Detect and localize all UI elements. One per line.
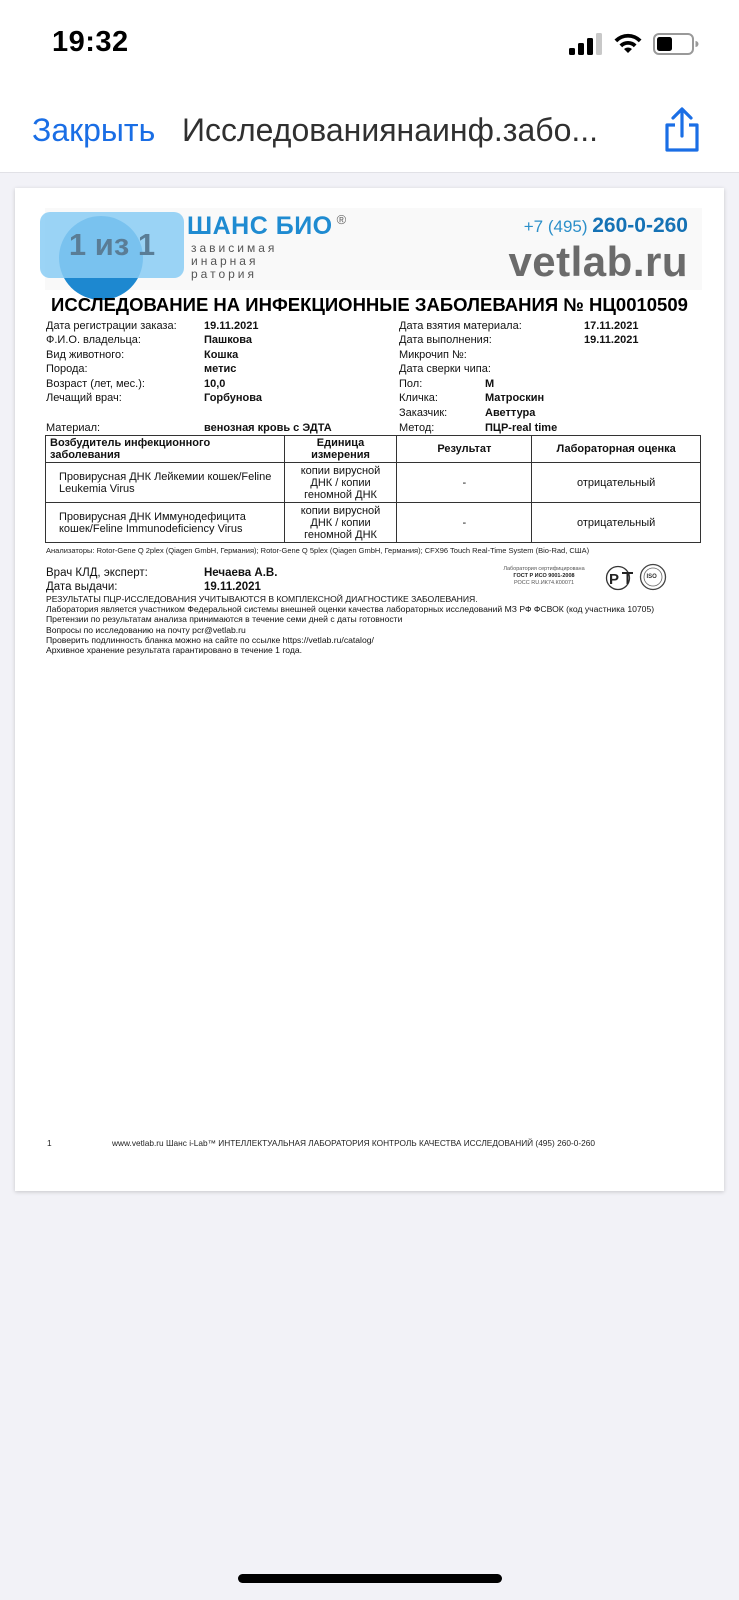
- field-value: 17.11.2021: [584, 320, 639, 332]
- field-label: Ф.И.О. владельца:: [46, 334, 141, 346]
- share-icon[interactable]: [662, 106, 702, 154]
- pathogen-cell: Провирусная ДНК Иммунодефицита кошек/Feline Immunodeficiency Virus: [46, 503, 285, 543]
- field-label: Заказчик:: [399, 407, 448, 419]
- result-cell: -: [397, 503, 532, 543]
- table-header-row: [46, 436, 701, 463]
- document-title: Исследованиянаинф.забо...: [182, 112, 599, 148]
- field-value: 19.11.2021: [204, 320, 259, 332]
- field-label: Вид животного:: [46, 349, 125, 361]
- column-header: Единица измерения: [284, 436, 397, 463]
- field-value: 19.11.2021: [584, 334, 639, 346]
- certification-note: Лаборатория сертифицирована ГОСТ Р ИСО 9001-2008 РОСС RU.ИК74.К00071: [503, 566, 585, 586]
- unit-cell: копии вирусной ДНК / копии геномной ДНК: [284, 503, 397, 543]
- field-label: Микрочип №:: [399, 349, 467, 361]
- field-label: Лечащий врач:: [46, 392, 122, 404]
- status-icons: [569, 33, 699, 55]
- status-time: 19:32: [52, 26, 129, 58]
- status-bar: [0, 0, 739, 90]
- note-line: Архивное хранение результата гарантировано в течение 1 года.: [46, 645, 303, 656]
- svg-text:P: P: [609, 571, 620, 588]
- note-line: Претензии по результатам анализа принимаются в течение семи дней с даты готовности: [46, 614, 403, 625]
- unit-cell: копии вирусной ДНК / копии геномной ДНК: [284, 463, 397, 503]
- field-value: ПЦР-real time: [485, 422, 558, 434]
- rostest-mark-icon: [605, 565, 637, 591]
- pdf-page[interactable]: [15, 188, 724, 1191]
- field-label: Порода:: [46, 363, 88, 375]
- svg-text:ISO: ISO: [646, 574, 657, 580]
- note-line: Вопросы по исследованию на почту pcr@vetlab.ru: [46, 624, 246, 635]
- field-label: Дата регистрации заказа:: [46, 320, 177, 332]
- close-button[interactable]: Закрыть: [32, 112, 156, 148]
- lab-site-logo: vetlab.ru: [508, 238, 688, 285]
- iso-seal-icon: [639, 563, 667, 591]
- brand-subtitle: зависимая инарная ратория: [191, 241, 278, 281]
- field-value: Матроскин: [485, 392, 545, 404]
- field-value: венозная кровь с ЭДТА: [204, 422, 332, 434]
- table-row: [46, 463, 701, 503]
- field-label: Метод:: [399, 422, 435, 434]
- nav-bar: [0, 90, 739, 173]
- doctor-value: Нечаева А.В.: [204, 567, 278, 579]
- note-line: Проверить подлинность бланка можно на сайте по ссылке https://vetlab.ru/catalog/: [46, 634, 374, 645]
- column-header: Результат: [397, 436, 532, 463]
- field-label: Кличка:: [399, 392, 438, 404]
- lab-phone: +7 (495) 260-0-260: [523, 214, 688, 237]
- column-header: Лабораторная оценка: [532, 436, 701, 463]
- pathogen-cell: Провирусная ДНК Лейкемии кошек/Feline Leukemia Virus: [46, 463, 285, 503]
- field-label: Материал:: [46, 422, 101, 434]
- field-value: Пашкова: [204, 334, 253, 346]
- results-table: [45, 435, 701, 543]
- assessment-cell: отрицательный: [532, 463, 701, 503]
- doctor-label: Врач КЛД, эксперт:: [46, 567, 148, 579]
- field-value: Аветтура: [485, 407, 536, 419]
- report-heading: ИССЛЕДОВАНИЕ НА ИНФЕКЦИОННЫЕ ЗАБОЛЕВАНИЯ № НЦ0010509: [51, 294, 688, 315]
- note-line: Лаборатория является участником Федеральной системы внешней оценки качества лабораторных исследований МЗ РФ ФСВОК (код участника 10705): [46, 604, 655, 615]
- result-cell: -: [397, 463, 532, 503]
- issue-date-value: 19.11.2021: [204, 581, 261, 593]
- field-label: Возраст (лет, мес.):: [46, 378, 145, 390]
- field-value: 10,0: [204, 378, 226, 390]
- field-value: Кошка: [204, 349, 239, 361]
- battery-icon: [653, 33, 699, 55]
- field-value: метис: [204, 363, 237, 375]
- field-label: Дата сверки чипа:: [399, 363, 491, 375]
- issue-date-label: Дата выдачи:: [46, 581, 118, 593]
- field-label: Дата взятия материала:: [399, 320, 522, 332]
- signal-icon: [569, 33, 603, 55]
- analyzers-note: Анализаторы: Rotor-Gene Q 2plex (Qiagen GmbH, Германия); Rotor-Gene Q 5plex (Qiagen GmbH, Германия); CFX96 Touch Real-Time System (Bio-Rad, США): [46, 546, 590, 555]
- field-value: М: [485, 378, 495, 390]
- field-label: Дата выполнения:: [399, 334, 492, 346]
- report-notes: [46, 594, 654, 655]
- footer-page-number: 1: [47, 1138, 52, 1148]
- column-header: Возбудитель инфекционного заболевания: [46, 436, 285, 463]
- note-line: РЕЗУЛЬТАТЫ ПЦР-ИССЛЕДОВАНИЯ УЧИТЫВАЮТСЯ В КОМПЛЕКСНОЙ ДИАГНОСТИКЕ ЗАБОЛЕВАНИЯ.: [46, 594, 478, 604]
- brand-name: ШАНС БИО ®: [187, 212, 347, 240]
- brand-name-full: ШАНС БИО: [187, 212, 333, 240]
- assessment-cell: отрицательный: [532, 503, 701, 543]
- field-label: Пол:: [399, 378, 423, 390]
- table-row: [46, 503, 701, 543]
- field-value: Горбунова: [204, 392, 262, 404]
- footer-text: www.vetlab.ru Шанс i-Lab™ ИНТЕЛЛЕКТУАЛЬНАЯ ЛАБОРАТОРИЯ КОНТРОЛЬ КАЧЕСТВА ИССЛЕДОВАНИЙ (495) 260-0-260: [112, 1138, 595, 1148]
- wifi-icon: [613, 33, 643, 55]
- home-indicator[interactable]: [238, 1574, 502, 1583]
- page-counter-badge: 1 из 1: [40, 212, 184, 278]
